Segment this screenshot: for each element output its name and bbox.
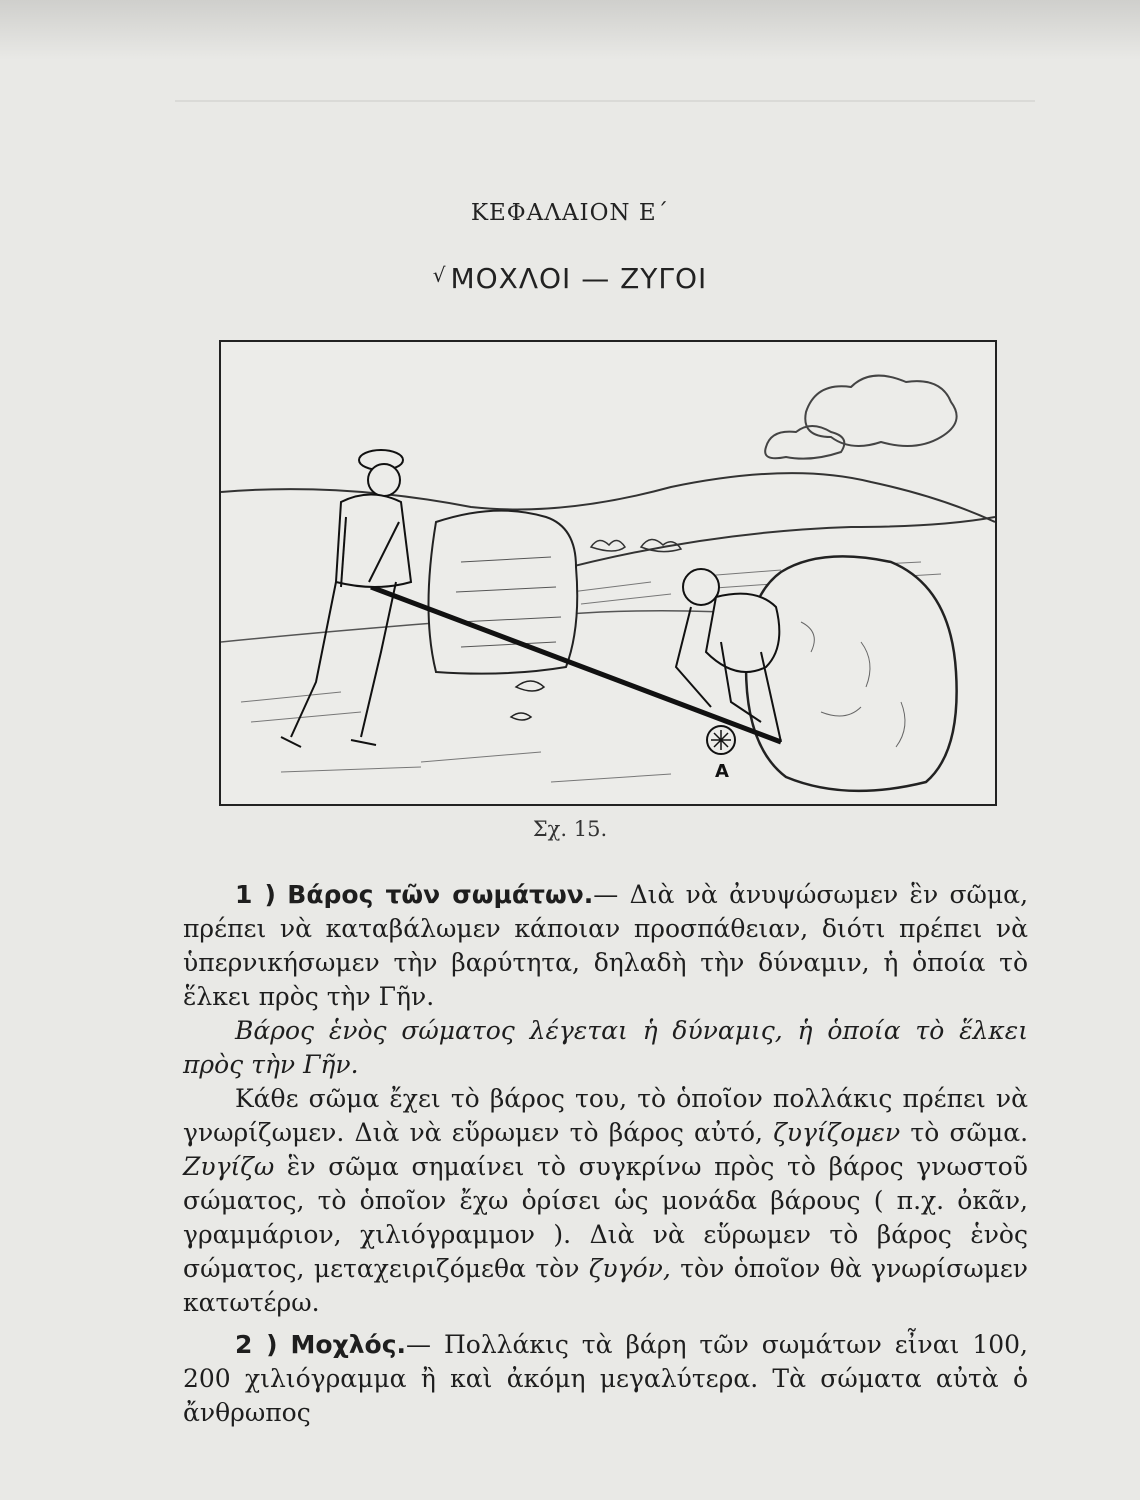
- section-1-paragraph: [183, 878, 1028, 1014]
- section-1-number: 1 ): [235, 880, 276, 909]
- lever-illustration: [219, 340, 997, 806]
- chapter-title-line: [0, 262, 1140, 295]
- mid-hill: [551, 517, 995, 572]
- weighing-paragraph: [183, 1082, 1028, 1320]
- fulcrum-label: Α: [715, 761, 729, 782]
- section-2-text: — Πολλάκις τὰ βάρη τῶν σωμάτων εἶναι 100, 200 χιλιόγραμμα ἢ καὶ ἀκόμη μεγαλύτερα. Τὰ σώματα αὐτὰ ὁ ἄνθρωπος: [183, 1330, 1029, 1427]
- section-1: [183, 878, 1028, 1320]
- check-mark-icon: √: [432, 263, 447, 287]
- section-2-heading: Μοχλός.: [290, 1330, 407, 1359]
- cloud-large: [805, 376, 956, 446]
- boulder: [746, 556, 957, 791]
- section-2-number: 2 ): [235, 1330, 278, 1359]
- standing-man: [281, 450, 411, 747]
- cloud-small: [765, 426, 844, 459]
- chapter-title: ΜΟΧΛΟΙ — ΖΥΓΟΙ: [450, 262, 708, 295]
- small-rock: [516, 681, 544, 691]
- weight-definition: Βάρος ἑνὸς σώματος λέγεται ἡ δύναμις, ἡ ὁποία τὸ ἕλκει πρὸς τὴν Γῆν.: [183, 1016, 1028, 1079]
- figure-caption: Σχ. 15.: [532, 817, 608, 841]
- weighing-term-2: Ζυγίζω: [183, 1152, 275, 1181]
- weighing-text-a: Κάθε σῶμα ἔχει τὸ βάρος του, τὸ ὁποῖον πολλάκις πρέπει νὰ γνωρίζωμεν. Διὰ νὰ εὕρωμεν τὸ βάρος αὐτό,: [183, 1084, 1028, 1147]
- page-top-shadow: [0, 0, 1140, 60]
- section-1-intro: — Διὰ νὰ ἀνυψώσωμεν ἓν σῶμα, πρέπει νὰ καταβάλωμεν κάποιαν προσπάθειαν, διότι πρέπει νὰ ὑπερνικήσωμεν τὴν βαρύτητα, δηλαδὴ τὴν δύναμιν, ἡ ὁποία τὸ ἕλκει πρὸς τὴν Γῆν.: [183, 880, 1029, 1011]
- far-hill: [221, 473, 995, 522]
- scale-term: ζυγόν,: [588, 1254, 671, 1283]
- bleed-through-rule: [175, 100, 1035, 102]
- section-2-paragraph: [183, 1328, 1028, 1430]
- background-rock: [429, 511, 578, 674]
- small-rock: [511, 713, 531, 720]
- section-2: [183, 1328, 1028, 1430]
- weighing-text-e: ἓν σῶμα σημαίνει τὸ συγκρίνω πρὸς τὸ βάρος γνωστοῦ σώματος, τὸ ὁποῖον ἔχω ὁρίσει ὡς μονάδα βάρους ( π.χ. ὀκᾶν, γραμμάριον, χιλιόγραμμον ). Διὰ νὰ εὕρωμεν τὸ βάρος ἑνὸς σώματος, μεταχειριζόμεθα τὸν: [183, 1152, 1028, 1283]
- weighing-term: ζυγίζομεν: [773, 1118, 901, 1147]
- weighing-text-g: τὸν ὁποῖον θὰ γνωρίσωμεν κατωτέρω.: [183, 1254, 1029, 1317]
- chapter-label: ΚΕΦΑΛΑΙΟΝ Ε΄: [470, 200, 670, 226]
- weighing-text-c: τὸ σῶμα.: [910, 1118, 1029, 1147]
- section-1-heading: Βάρος τῶν σωμάτων.: [287, 880, 594, 909]
- lever-drawing: [221, 342, 995, 804]
